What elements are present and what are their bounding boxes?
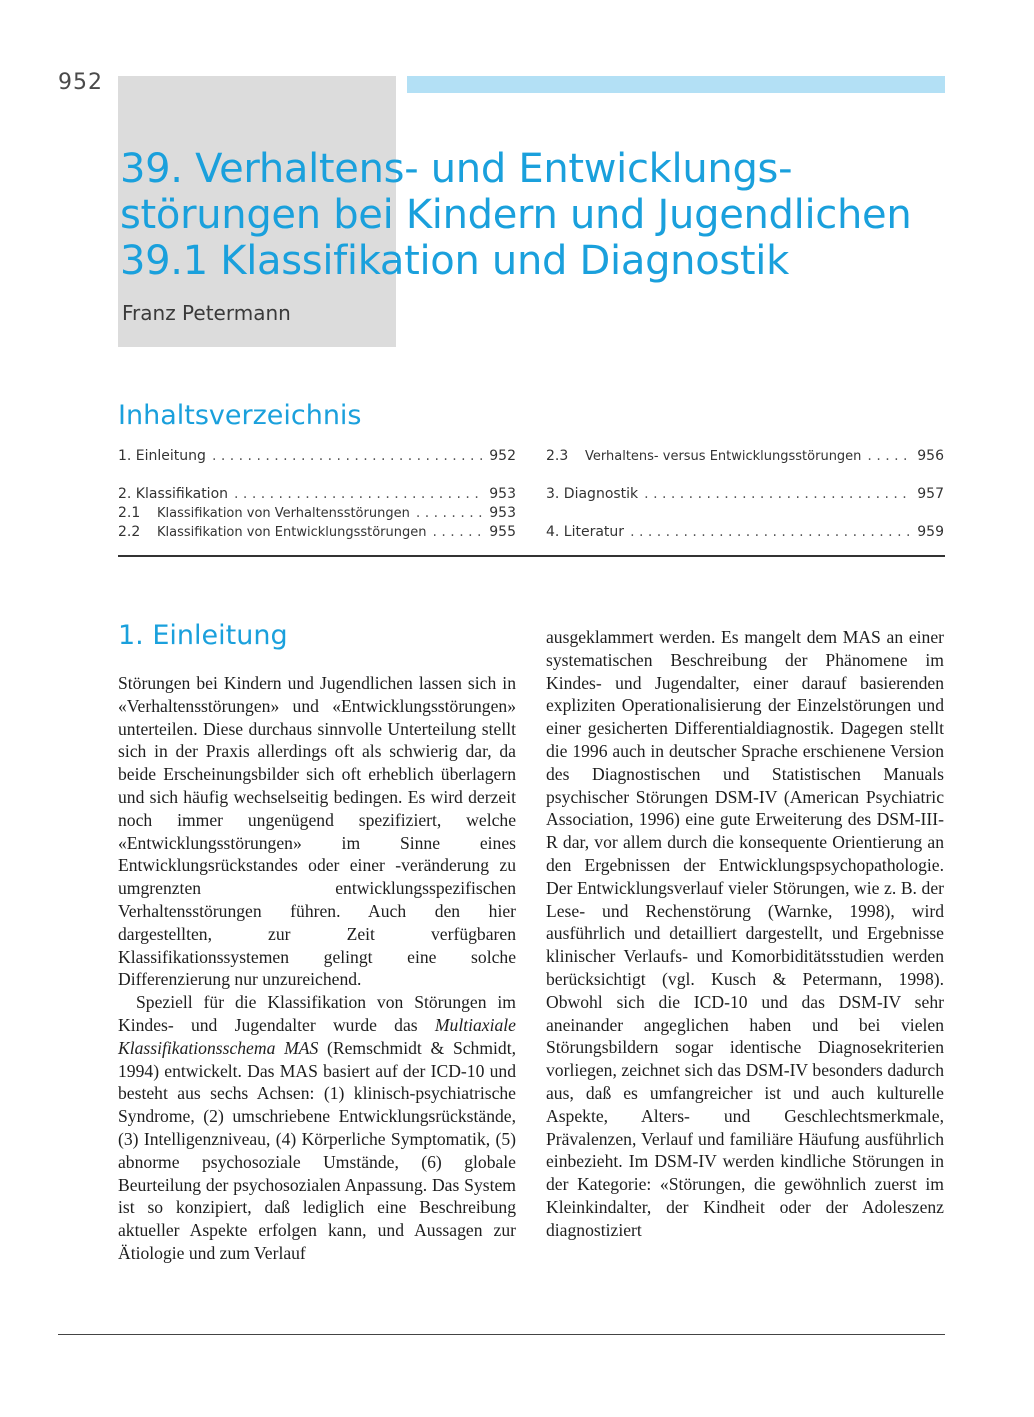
- author-name: Franz Petermann: [122, 301, 291, 325]
- toc-entry[interactable]: [118, 504, 516, 523]
- toc-entry-label: Klassifikation von Entwicklungsstörungen: [157, 525, 427, 540]
- toc-bottom-rule: [118, 555, 945, 557]
- toc-leader-dots: [630, 523, 911, 542]
- toc-entry[interactable]: [118, 485, 516, 504]
- toc-entry-page: 956: [917, 448, 944, 464]
- toc-entry-label: 3. Diagnostik: [546, 486, 639, 502]
- chapter-title-line: störungen bei Kindern und Jugendlichen: [120, 192, 912, 238]
- toc-entry[interactable]: [118, 447, 516, 466]
- toc-entry[interactable]: [546, 523, 944, 542]
- toc-entry-label: Verhaltens- versus Entwicklungsstörungen: [585, 449, 862, 464]
- chapter-title-line: 39.1 Klassifikation und Diagnostik: [120, 238, 789, 284]
- body-paragraph: [118, 991, 516, 1265]
- toc-leader-dots: [433, 523, 484, 542]
- toc-right-column: [546, 447, 944, 542]
- toc-leader-dots: [644, 485, 911, 504]
- toc-entry-label: 1. Einleitung: [118, 448, 206, 464]
- toc-left-column: [118, 447, 516, 542]
- toc-entry-page: 953: [489, 505, 516, 521]
- body-column-right: [546, 626, 944, 1242]
- toc-heading: Inhaltsverzeichnis: [118, 400, 362, 431]
- toc-entry-page: 957: [917, 486, 944, 502]
- toc-entry-page: 953: [489, 486, 516, 502]
- toc-entry-page: 955: [489, 524, 516, 540]
- section-heading: 1. Einleitung: [118, 620, 288, 651]
- toc-entry-label: 2. Klassifikation: [118, 486, 229, 502]
- chapter-title-line: 39. Verhaltens- und Entwicklungs-: [120, 146, 793, 192]
- toc-entry-number: 2.1: [118, 505, 141, 521]
- toc-leader-dots: [212, 447, 483, 466]
- page-bottom-rule: [58, 1334, 945, 1335]
- page-number: 952: [58, 70, 103, 95]
- body-italic-text: Multiaxiale Klassifikationsschema MAS: [118, 1014, 516, 1058]
- chapter-title: [120, 146, 911, 284]
- toc-leader-dots: [416, 504, 483, 523]
- body-paragraph: Störungen bei Kindern und Jugendlichen lassen sich in «Verhaltensstörungen» und «Entwicklungsstörungen» unterteilen. Diese durchaus sinnvolle Unterteilung stellt sich in der Praxis allerdings oft als schwierig dar, da beide Erscheinungsbilder sich oft erheblich überlagern und sich häufig wechselseitig bedingen. Es wird derzeit noch immer ungenügend spezifiziert, welche «Entwicklungsstörungen» im Sinne eines Entwicklungsrückstandes oder einer -veränderung zu umgrenzten entwicklungsspezifischen Verhaltensstörungen führen. Auch den hier dargestellten, zur Zeit verfügbaren Klassifikationssystemen gelingt eine solche Differenzierung nur unzureichend.: [118, 673, 516, 990]
- toc-entry-label: 4. Literatur: [546, 524, 625, 540]
- toc-entry-label: Klassifikation von Verhaltensstörungen: [157, 506, 410, 521]
- toc-entry[interactable]: [546, 485, 944, 504]
- body-column-left: [118, 672, 516, 1265]
- toc-leader-dots: [234, 485, 483, 504]
- toc-entry[interactable]: [546, 447, 944, 466]
- toc-entry-number: 2.2: [118, 524, 141, 540]
- toc-entry-page: 952: [489, 448, 516, 464]
- body-text: Speziell für die Klassifikation von Störungen im Kindes- und Jugendalter wurde das: [118, 992, 516, 1035]
- toc-entry-number: 2.3: [546, 448, 569, 464]
- body-text: (Remschmidt & Schmidt, 1994) entwickelt. Das MAS basiert auf der ICD-10 und besteht aus sechs Achsen: (1) klinisch-psychiatrische Syndrome, (2) umschriebene Entwicklungsrückstände, (3) Intelligenzniveau, (4) Körperliche Symptomatik, (5) abnorme psychosoziale Umstände, (6) globale Beurteilung der psychosozialen Anpassung. Das System ist so konzipiert, daß lediglich eine Beschreibung aktueller Aspekte erfolgen kann, und Aussagen zur Ätiologie und zum Verlauf: [118, 1037, 516, 1263]
- body-paragraph: ausgeklammert werden. Es mangelt dem MAS an einer systematischen Beschreibung der Phänomene im Kindes- und Jugendalter, einer darauf basierenden expliziten Operationalisierung der Einzelstörungen und einer gesicherten Differentialdiagnostik. Dagegen stellt die 1996 auch in deutscher Sprache erschienene Version des Diagnostischen und Statistischen Manuals psychischer Störungen DSM-IV (American Psychiatric Association, 1996) eine gute Erweiterung des DSM-III-R dar, vor allem durch die konsequente Orientierung an den Ergebnissen der Entwicklungspsychopathologie. Der Entwicklungsverlauf vieler Störungen, wie z. B. der Lese- und Rechenstörung (Warnke, 1998), wird ausführlich und detailliert dargestellt, und Ergebnisse klinischer Verlaufs- und Komorbiditätsstudien werden berücksichtigt (vgl. Kusch & Petermann, 1998). Obwohl sich die ICD-10 und das DSM-IV sehr aneinander angeglichen haben und bei vielen Störungsbildern sogar identische Diagnosekriterien vorliegen, zeichnet sich das DSM-IV besonders dadurch aus, daß es umfangreicher ist und auch kulturelle Aspekte, Alters- und Geschlechtsmerkmale, Prävalenzen, Verlauf und familiäre Häufung ausführlich einbezieht. Im DSM-IV werden kindliche Störungen in der Kategorie: «Störungen, die gewöhnlich zuerst im Kleinkindalter, der Kindheit oder der Adoleszenz diagnostiziert: [546, 627, 944, 1240]
- toc-entry-page: 959: [917, 524, 944, 540]
- header-accent-bar: [407, 76, 945, 93]
- toc-leader-dots: [867, 447, 911, 466]
- toc-entry[interactable]: [118, 523, 516, 542]
